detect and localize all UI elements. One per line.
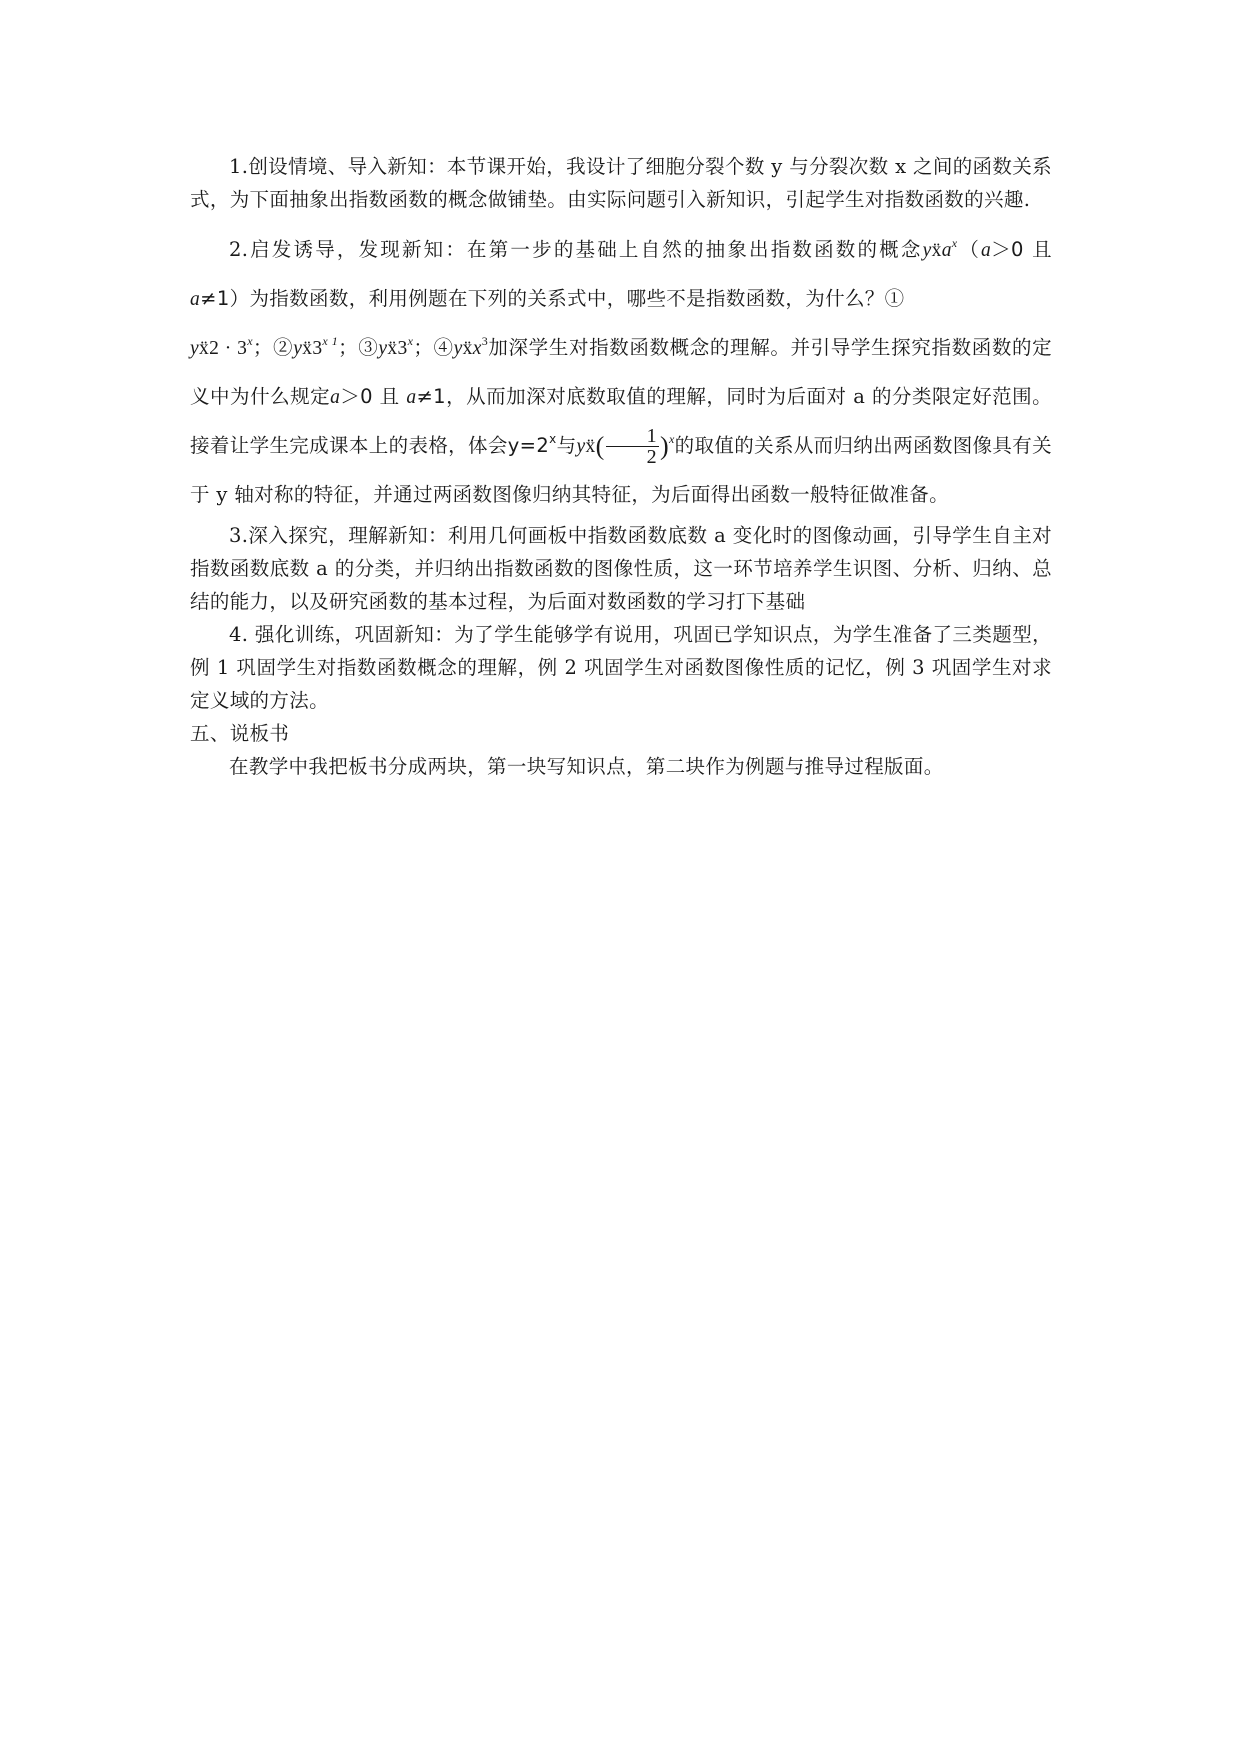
half-lparen: ( xyxy=(595,431,605,461)
fraction-denominator: 2 xyxy=(646,446,657,468)
circled-2: ② xyxy=(272,336,294,359)
paragraph-2-text-a: 2.启发诱导，发现新知：在第一步的基础上自然的抽象出指数函数的概念 xyxy=(229,238,923,261)
cond-zero: 0 xyxy=(1010,238,1024,261)
section-heading-5-text: 五、说板书 xyxy=(190,722,290,745)
paragraph-2-text-d: ，从而加深对底数取值的理解，同时为后面对 a 的分类限定好范围。接着让学生完成课本上的表格，体会 xyxy=(190,385,1052,457)
ex1-exp: x xyxy=(247,334,253,348)
paragraph-3-text: 3.深入探究，理解新知：利用几何画板中指数函数底数 a 变化时的图像动画，引导学生自主对指数函数底数 a 的分类，并归纳出指数函数的图像性质，这一环节培养学生识图、分析、归纳、总结的能力，以及研究函数的基本过程，为后面对数函数的学习打下基础 xyxy=(190,524,1052,613)
ex4-y: y xyxy=(453,338,463,359)
cond-gt: ＞ xyxy=(991,238,1011,261)
paragraph-2-text-e: 的取值的关系从而归纳出两函数图像具有关于 y 轴对称的特征，并通过两函数图像归纳其特征，为后面得出函数一般特征做准备。 xyxy=(190,434,1052,506)
y-equals-2-exp: x xyxy=(549,432,557,446)
section-heading-5 xyxy=(190,717,1052,750)
cond2-one: 1 xyxy=(433,385,446,408)
ex3-y: y xyxy=(378,338,388,359)
cond2-and: 且 xyxy=(372,385,407,408)
cond-and: 且 xyxy=(1023,238,1052,261)
paragraph-5-text: 在教学中我把板书分成两块，第一块写知识点，第二块作为例题与推导过程版面。 xyxy=(229,755,944,778)
half-eq: ẍ xyxy=(585,436,596,457)
ex4-exp: 3 xyxy=(481,334,489,348)
fraction-numerator: 1 xyxy=(606,426,659,447)
cond2-ne: ≠ xyxy=(416,385,434,408)
circled-3: ③ xyxy=(357,336,379,359)
ex3-exp: x xyxy=(407,334,414,348)
ex4-eq: ẍ xyxy=(462,338,473,359)
circled-4: ④ xyxy=(433,336,454,359)
sep-3: ； xyxy=(413,336,434,359)
half-y: y xyxy=(576,436,586,457)
ex3-rhs: 3 xyxy=(397,338,408,359)
paragraph-1 xyxy=(190,150,1052,216)
ex2-eq: ẍ xyxy=(302,338,313,359)
paragraph-2 xyxy=(190,226,1052,519)
formula-exp-x: x xyxy=(951,236,958,250)
ex1-rhs: 2 · 3 xyxy=(209,338,248,359)
cond-one: 1 xyxy=(216,287,230,310)
paragraph-5 xyxy=(190,750,1052,783)
cond2-zero: 0 xyxy=(360,385,373,408)
cond-close: ） xyxy=(229,287,250,310)
cond-a: a xyxy=(981,240,992,261)
paragraph-3 xyxy=(190,519,1052,618)
ex1-y: y xyxy=(190,338,200,359)
cond2-a2: a xyxy=(406,387,417,408)
formula-y: y xyxy=(922,240,932,261)
with-word: 与 xyxy=(556,434,577,457)
cond-a2: a xyxy=(190,289,201,310)
cond-ne: ≠ xyxy=(200,287,217,310)
ex3-eq: ẍ xyxy=(387,338,398,359)
paragraph-4-text: 4. 强化训练，巩固新知：为了学生能够学有说用，巩固已学知识点，为学生准备了三类题型，例 1 巩固学生对指数函数概念的理解，例 2 巩固学生对函数图像性质的记忆，例 3 巩固学生对求定义域的方法。 xyxy=(190,623,1052,712)
sep-1: ； xyxy=(252,336,273,359)
ex4-x: x xyxy=(472,338,482,359)
y-equals-2: y=2 xyxy=(507,434,550,457)
ex1-eq: ẍ xyxy=(199,338,210,359)
half-rparen: ) xyxy=(659,431,669,461)
fraction-one-half xyxy=(606,426,659,467)
ex2-y: y xyxy=(293,338,303,359)
paragraph-4 xyxy=(190,618,1052,717)
paragraph-2-text-c: 加深学生对指数函数概念的理解。并引导学生探究指数函数的定义中为什么规定 xyxy=(190,336,1052,408)
paragraph-2-text-b: 为指数函数，利用例题在下列的关系式中，哪些不是指数函数，为什么？① xyxy=(249,287,905,310)
cond2-a: a xyxy=(330,387,341,408)
paragraph-1-text: 1.创设情境、导入新知：本节课开始，我设计了细胞分裂个数 y 与分裂次数 x 之间的函数关系式，为下面抽象出指数函数的概念做铺垫。由实际问题引入新知识，引起学生对指数函数的兴趣. xyxy=(190,155,1052,211)
document-body xyxy=(190,150,1052,783)
sep-2: ； xyxy=(338,336,358,359)
equals-glyph: ẍ xyxy=(931,240,942,261)
half-exp: x xyxy=(668,432,675,446)
cond2-gt: ＞ xyxy=(340,385,361,408)
cond-open: （ xyxy=(957,238,982,261)
ex2-rhs: 3 xyxy=(312,338,323,359)
ex2-exp: x 1 xyxy=(322,334,339,348)
formula-a: a xyxy=(941,240,952,261)
